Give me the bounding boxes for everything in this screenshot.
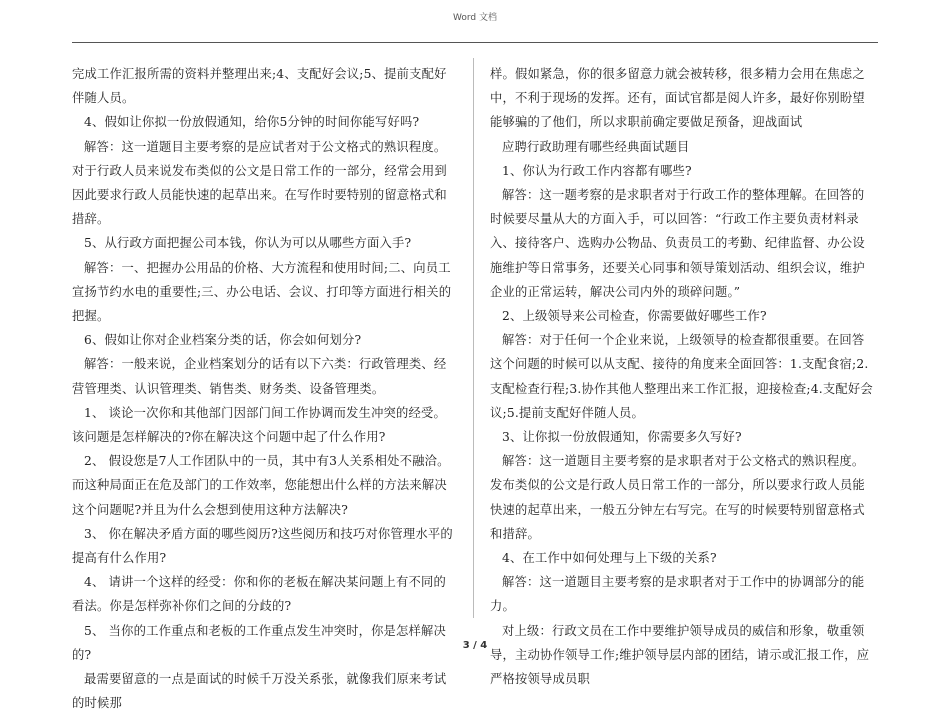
paragraph: 3、让你拟一份放假通知，你需要多久写好?	[502, 430, 742, 445]
paragraph: 6、假如让你对企业档案分类的话，你会如何划分?	[84, 333, 362, 348]
paragraph: 解答：这一道题目主要考察的是应试者对于公文格式的熟识程度。对于行政人员来说发布类似的公文是日常工作的一部分，经常会用到因此要求行政人员能快速的起草出来。在写作时要特别的留意格式和措辞。	[72, 139, 447, 227]
paragraph: 1、你认为行政工作内容都有哪些?	[502, 163, 692, 178]
header-title: Word 文档	[453, 13, 497, 23]
paragraph: 完成工作汇报所需的资料并整理出来;4、支配好会议;5、提前支配好伴随人员。	[72, 67, 447, 106]
page-number: 3 / 4	[462, 640, 488, 651]
right-column	[490, 62, 874, 691]
paragraph: 样。假如紧急，你的很多留意力就会被转移，很多精力会用在焦虑之中，不利于现场的发挥。还有，面试官都是阅人许多，最好你别盼望能够骗的了他们，所以求职前确定要做足预备，迎战面试	[490, 67, 865, 130]
paragraph: 4、 请讲一个这样的经受：你和你的老板在解决某问题上有不同的看法。你是怎样弥补你们之间的分歧的?	[72, 575, 447, 614]
paragraph: 1、 谈论一次你和其他部门因部门间工作协调而发生冲突的经受。该问题是怎样解决的?你在解决这个问题中起了什么作用?	[72, 405, 447, 445]
paragraph: 3、 你在解决矛盾方面的哪些阅历?这些阅历和技巧对你管理水平的提高有什么作用?	[72, 526, 453, 566]
paragraph: 解答：这一道题目主要考察的是求职者对于公文格式的熟识程度。发布类似的公文是行政人员日常工作的一部分，所以要求行政人员能快速的起草出来，一般五分钟左右写完。在写的时候要特别留意格式和措辞。	[490, 454, 865, 541]
paragraph: 解答：一般来说，企业档案划分的话有以下六类：行政管理类、经营管理类、认识管理类、销售类、财务类、设备管理类。	[72, 357, 447, 396]
paragraph: 4、假如让你拟一份放假通知，给你5分钟的时间你能写好吗?	[84, 115, 420, 130]
paragraph: 对上级：行政文员在工作中要维护领导成员的威信和形象，敬重领导，主动协作领导工作;维护领导层内部的团结，请示或汇报工作，应严格按领导成员职	[490, 623, 870, 687]
paragraph: 解答：一、把握办公用品的价格、大方流程和使用时间;二、向员工宣扬节约水电的重要性;三、办公电话、会议、打印等方面进行相关的把握。	[72, 260, 452, 324]
paragraph: 解答：这一道题目主要考察的是求职者对于工作中的协调部分的能力。	[490, 575, 865, 614]
paragraph: 5、从行政方面把握公司本钱，你认为可以从哪些方面入手?	[84, 236, 412, 251]
paragraph: 解答：这一题考察的是求职者对于行政工作的整体理解。在回答的时候要尽量从大的方面入手，可以回答：“行政工作主要负责材料录入、接待客户、选购办公物品、负责员工的考勤、纪律监督、办公设施维护等日常事务，还要关心同事和领导策划活动、组织会议，维护企业的正常运转，解决公司内外的琐碎问题。”	[490, 188, 865, 299]
paragraph: 5、 当你的工作重点和老板的工作重点发生冲突时，你是怎样解决的?	[72, 623, 447, 662]
paragraph: 解答：对于任何一个企业来说，上级领导的检查都很重要。在回答这个问题的时候可以从支配、接待的角度来全面回答：1.支配食宿;2.支配检查行程;3.协作其他人整理出来工作汇报，迎接检查;4.支配好会议;5.提前支配好伴随人员。	[490, 333, 873, 420]
paragraph: 4、在工作中如何处理与上下级的关系?	[502, 551, 717, 566]
paragraph: 2、 假设您是7人工作团队中的一员，其中有3人关系相处不融洽。而这种局面正在危及部门的工作效率，您能想出什么样的方法来解决这个问题呢?并且为什么会想到使用这种方法解决?	[72, 454, 450, 517]
header-rule	[72, 42, 878, 43]
column-divider	[473, 58, 474, 618]
paragraph: 最需要留意的一点是面试的时候千万没关系张，就像我们原来考试的时候那	[72, 672, 447, 711]
paragraph: 2、上级领导来公司检查，你需要做好哪些工作?	[502, 309, 767, 324]
left-column	[72, 62, 456, 715]
section-heading: 应聘行政助理有哪些经典面试题目	[502, 139, 690, 154]
